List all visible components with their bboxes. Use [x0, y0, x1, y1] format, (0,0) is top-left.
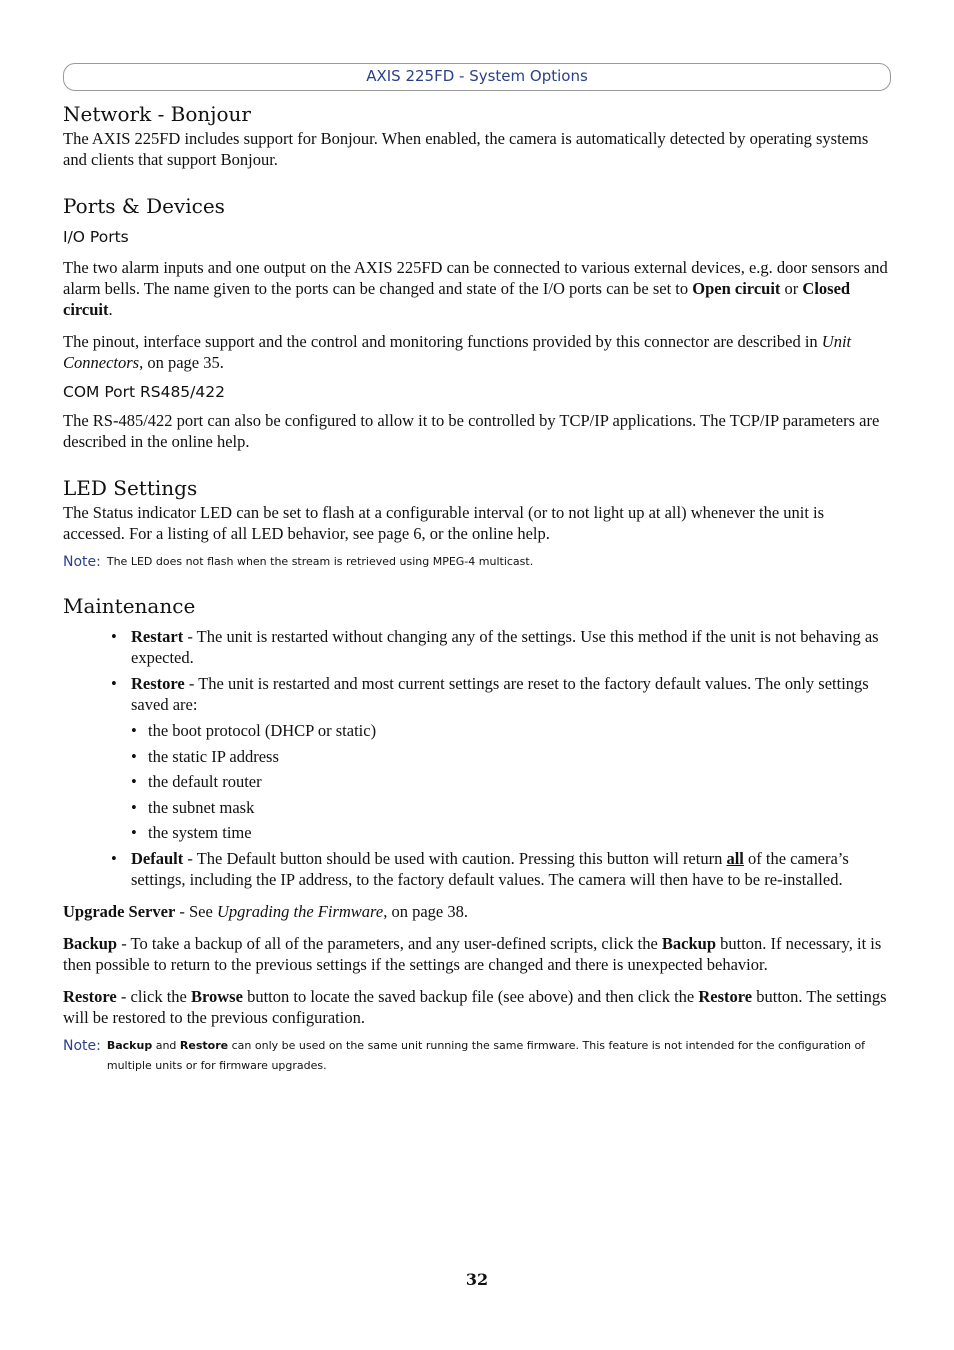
led-paragraph: The Status indicator LED can be set to flash at a configurable interval (or to not light up at all) whenever the unit is accessed. For a listing of all LED behavior, see page 6, or the online help.	[63, 503, 825, 543]
com-port-paragraph: The RS-485/422 port can also be configured to allow it to be controlled by TCP/IP applications. The TCP/IP parameters are described in the online help.	[63, 411, 880, 451]
page-number: 32	[465, 1270, 489, 1289]
header-title: AXIS 225FD - System Options	[366, 67, 588, 85]
open-circuit-term: Open circuit	[692, 279, 781, 298]
list-item-restart: • Restart - The unit is restarted without changing any of the settings. Use this method if the unit is not behaving as expected.	[109, 626, 889, 668]
maintenance-list	[63, 626, 889, 890]
page-content	[63, 100, 889, 1076]
heading-maintenance: Maintenance	[63, 594, 196, 618]
list-item: • the default router	[131, 771, 889, 792]
list-item-restore: • Restore - The unit is restarted and most current settings are reset to the factory default values. The only settings saved are: • the boot protocol (DHCP or static) • the static IP address • the default router • the subnet mask • the system time	[109, 673, 889, 843]
heading-com-port: COM Port RS485/422	[63, 383, 225, 401]
note-label: Note:	[63, 554, 101, 570]
bonjour-paragraph: The AXIS 225FD includes support for Bonjour. When enabled, the camera is automatically detected by operating systems and clients that support Bonjour.	[63, 129, 869, 169]
backup-paragraph: Backup - To take a backup of all of the parameters, and any user-defined scripts, click the Backup button. If necessary, it is then possible to return to the previous settings if the settings are changed and there is unexpected behavior.	[63, 934, 882, 974]
note-label: Note:	[63, 1038, 101, 1054]
heading-io-ports: I/O Ports	[63, 228, 129, 246]
note-text: Backup and Restore can only be used on the same unit running the same firmware. This feature is not intended for the configuration of multiple units or for firmware upgrades.	[106, 1039, 866, 1072]
list-item: • the system time	[131, 822, 889, 843]
saved-settings-list	[131, 720, 889, 843]
list-item-default: • Default - The Default button should be used with caution. Pressing this button will return all of the camera’s settings, including the IP address, to the factory default values. The camera will then have to be re-installed.	[109, 848, 889, 890]
list-item: • the static IP address	[131, 746, 889, 767]
backup-note	[63, 1036, 889, 1076]
io-ports-paragraph-2: The pinout, interface support and the control and monitoring functions provided by this connector are described in Unit Connectors, on page 35.	[63, 332, 852, 372]
running-header	[63, 63, 891, 91]
restore-paragraph: Restore - click the Browse button to locate the saved backup file (see above) and then click the Restore button. The settings will be restored to the previous configuration.	[63, 987, 887, 1027]
heading-network-bonjour: Network - Bonjour	[63, 102, 251, 126]
io-ports-paragraph-1: The two alarm inputs and one output on the AXIS 225FD can be connected to various external devices, e.g. door sensors and alarm bells. The name given to the ports can be changed and state of the I/O ports can be set to Open circuit or Closed circuit.	[63, 258, 888, 319]
led-note	[63, 552, 889, 572]
note-text: The LED does not flash when the stream is retrieved using MPEG-4 multicast.	[106, 555, 534, 568]
heading-ports-devices: Ports & Devices	[63, 194, 225, 218]
heading-led-settings: LED Settings	[63, 476, 198, 500]
list-item: • the boot protocol (DHCP or static)	[131, 720, 889, 741]
closed-circuit-term: Closed circuit	[63, 279, 851, 319]
unit-connectors-link[interactable]: Unit Connectors	[63, 332, 852, 372]
list-item: • the subnet mask	[131, 797, 889, 818]
upgrade-server-paragraph: Upgrade Server - See Upgrading the Firmware, on page 38.	[63, 902, 468, 921]
upgrading-firmware-link[interactable]: Upgrading the Firmware	[216, 902, 384, 921]
